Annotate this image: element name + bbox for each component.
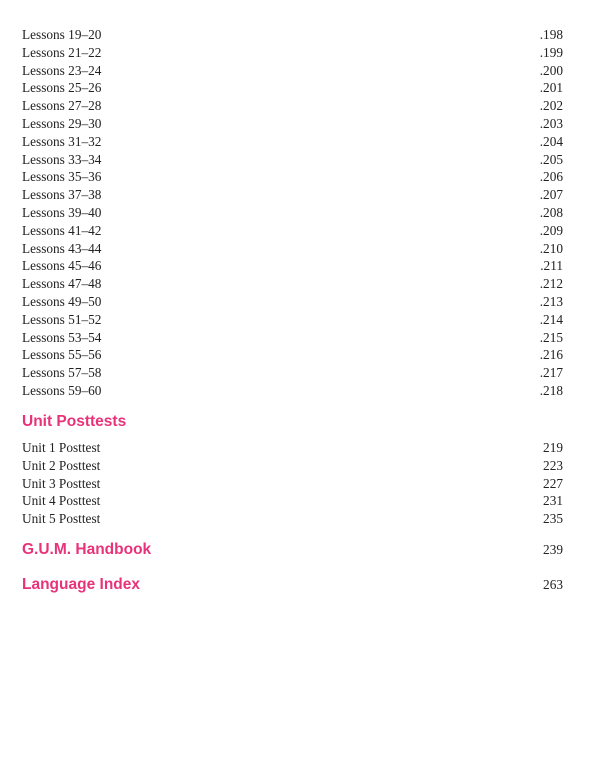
toc-page-number: .214 <box>539 311 563 327</box>
toc-page-number: .203 <box>539 115 563 131</box>
toc-page-number: .204 <box>539 133 563 149</box>
dot-leader <box>136 41 536 55</box>
toc-page-number: 227 <box>543 475 563 491</box>
toc-page-number: .200 <box>539 62 563 78</box>
gum-handbook-heading: G.U.M. Handbook <box>22 541 152 558</box>
unit-posttests-heading: Unit Posttests <box>22 413 127 430</box>
toc-label: Lessons 33–34 <box>22 151 102 167</box>
dot-leader <box>136 272 536 286</box>
gum-handbook-page-number: 239 <box>543 542 563 557</box>
dot-leader <box>144 489 539 503</box>
dot-leader <box>136 343 536 357</box>
toc-label: Lessons 51–52 <box>22 311 102 327</box>
toc-label: Lessons 29–30 <box>22 115 102 131</box>
toc-label: Lessons 31–32 <box>22 133 102 149</box>
dot-leader <box>136 219 536 233</box>
dot-leader <box>136 361 536 375</box>
toc-label: Unit 2 Posttest <box>22 457 101 473</box>
toc-label: Unit 1 Posttest <box>22 440 101 455</box>
toc-label: Unit 5 Posttest <box>22 511 101 527</box>
toc-page-number: 223 <box>543 457 563 473</box>
toc-label: Lessons 47–48 <box>22 276 102 292</box>
toc-page-number: .210 <box>539 240 563 256</box>
dot-leader <box>136 290 536 304</box>
dot-leader <box>136 94 536 108</box>
toc-label: Unit 4 Posttest <box>22 493 101 509</box>
gum-handbook-row[interactable] <box>22 540 563 559</box>
toc-label: Lessons 41–42 <box>22 222 102 238</box>
dot-leader <box>136 23 536 37</box>
toc-page-number: 231 <box>543 493 563 509</box>
lessons-list <box>22 25 563 399</box>
toc-page-number: .216 <box>539 347 563 363</box>
language-index-page-number: 263 <box>543 577 563 592</box>
dot-leader <box>136 130 536 144</box>
toc-label: Lessons 35–36 <box>22 169 102 185</box>
toc-label: Lessons 27–28 <box>22 98 102 114</box>
toc-label: Lessons 37–38 <box>22 187 102 203</box>
toc-page-number: 219 <box>543 440 563 455</box>
toc-page-number: .198 <box>539 27 563 42</box>
toc-label: Lessons 45–46 <box>22 258 102 274</box>
toc-row[interactable] <box>22 381 563 399</box>
toc-label: Unit 3 Posttest <box>22 475 101 491</box>
dot-leader <box>136 76 536 90</box>
dot-leader <box>136 237 536 251</box>
toc-page-number: .218 <box>539 382 563 398</box>
toc-page-number: .208 <box>539 204 563 220</box>
posttest-list <box>22 438 563 527</box>
toc-page-number: .213 <box>539 293 563 309</box>
toc-page-number: .217 <box>539 365 563 381</box>
toc-label: Lessons 57–58 <box>22 365 102 381</box>
toc-page-number: .209 <box>539 222 563 238</box>
dot-leader <box>136 148 536 162</box>
toc-label: Lessons 49–50 <box>22 293 102 309</box>
toc-row[interactable] <box>22 509 563 527</box>
toc-page-number: .205 <box>539 151 563 167</box>
dot-leader <box>158 573 539 587</box>
dot-leader <box>136 59 536 73</box>
dot-leader <box>136 165 536 179</box>
toc-label: Lessons 55–56 <box>22 347 102 363</box>
toc-page-number: .202 <box>539 98 563 114</box>
language-index-heading: Language Index <box>22 576 140 593</box>
dot-leader <box>136 201 536 215</box>
toc-page-number: .207 <box>539 187 563 203</box>
toc-page-number: 235 <box>543 511 563 527</box>
toc-label: Lessons 43–44 <box>22 240 102 256</box>
toc-label: Lessons 39–40 <box>22 204 102 220</box>
toc-page-number: .206 <box>539 169 563 185</box>
toc-label: Lessons 19–20 <box>22 27 102 42</box>
language-index-row[interactable] <box>22 575 563 594</box>
toc-page-number: .211 <box>540 258 563 274</box>
dot-leader <box>136 112 536 126</box>
toc-label: Lessons 23–24 <box>22 62 102 78</box>
dot-leader <box>169 538 539 552</box>
toc-label: Lessons 21–22 <box>22 44 102 60</box>
dot-leader <box>136 183 536 197</box>
dot-leader <box>144 436 539 450</box>
dot-leader <box>144 472 539 486</box>
toc-page-number: .212 <box>539 276 563 292</box>
dot-leader <box>136 254 536 268</box>
toc-page-number: .201 <box>539 80 563 96</box>
dot-leader <box>136 379 536 393</box>
dot-leader <box>144 507 539 521</box>
dot-leader <box>136 308 536 322</box>
toc-page-number: .215 <box>539 329 563 345</box>
dot-leader <box>136 326 536 340</box>
toc-label: Lessons 53–54 <box>22 329 102 345</box>
dot-leader <box>144 454 539 468</box>
toc-label: Lessons 59–60 <box>22 382 102 398</box>
toc-label: Lessons 25–26 <box>22 80 102 96</box>
toc-page-number: .199 <box>539 44 563 60</box>
